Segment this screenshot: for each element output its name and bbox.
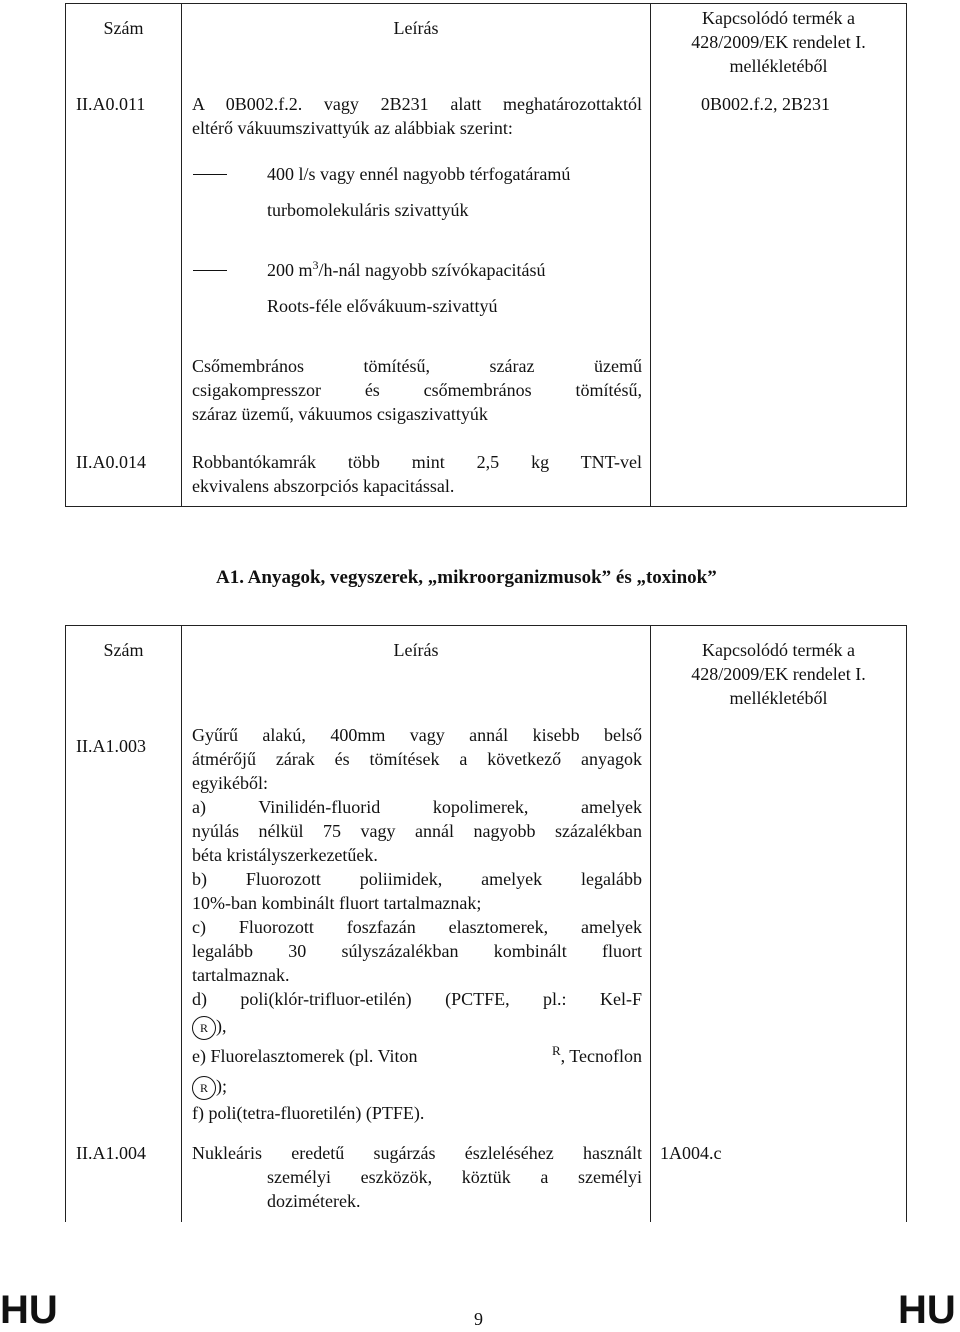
table-1-bottom-border [65, 506, 907, 507]
table-2-row1-description [192, 723, 642, 1125]
t2-line-1: átmérőjű zárak és tömítések a következő anyagok [192, 749, 642, 769]
bullet2-pre: 200 m [267, 260, 313, 280]
table-1-bullet1-line2: turbomolekuláris szivattyúk [267, 200, 469, 220]
table-2-header-related [651, 638, 906, 710]
table-1-bullet2 [267, 258, 545, 318]
t2-line-13 [192, 1041, 642, 1071]
t2-line-10: tartalmaznak. [192, 965, 290, 985]
table-1-bullet2-line1 [267, 258, 545, 282]
table-2-right-border [906, 625, 907, 1222]
table-1-row2-description [192, 450, 642, 498]
table-2-header-related-line2: 428/2009/EK rendelet I. [691, 664, 866, 684]
t2-line-16: f) poli(tetra-fluoretilén) (PTFE). [192, 1103, 425, 1123]
table-2-row2-description [192, 1141, 642, 1213]
table-1-header-related-line1: Kapcsolódó termék a [702, 8, 855, 28]
registered-mark-icon: R [192, 1016, 216, 1040]
t2-line-13b-text: , Tecnoflon [560, 1046, 642, 1066]
table-1-header-related [651, 6, 906, 78]
t2-line-12 [192, 1011, 642, 1041]
table-2-top-border [65, 625, 907, 626]
t2-line-3: a) Vinilidén-fluorid kopolimerek, amelyek [192, 797, 642, 817]
page-number: 9 [474, 1309, 483, 1329]
t2-row2-line1: Nukleáris eredetű sugárzás észleléséhez használt [192, 1143, 642, 1163]
t2-line-15 [192, 1071, 642, 1101]
table-2-row2-related: 1A004.c [660, 1143, 722, 1163]
table-2-header-leiras: Leírás [393, 640, 439, 660]
t2-line-13b [552, 1041, 642, 1071]
footer-lang-left: HU [0, 1288, 58, 1332]
t2-line-11: d) poli(klór-trifluor-etilén) (PCTFE, pl.: Kel-F [192, 989, 642, 1009]
table-2-header-szam: Szám [103, 640, 144, 660]
registered-mark-icon: R [192, 1076, 216, 1100]
t2-line-4: nyúlás nélkül 75 vagy annál nagyobb százalékban [192, 821, 642, 841]
dash-bullet-2 [193, 270, 227, 271]
bullet2-sup: 3 [312, 258, 319, 272]
table-2-row1-number: II.A1.003 [76, 736, 146, 756]
table-1-right-border [906, 3, 907, 507]
table-1-header-related-line2: 428/2009/EK rendelet I. [691, 32, 866, 52]
table-1-left-border [65, 3, 66, 507]
section-title: A1. Anyagok, vegyszerek, „mikroorganizmusok” és „toxinok” [216, 567, 717, 588]
footer-lang-right: HU [898, 1288, 956, 1332]
registered-mark-icon: R [551, 1043, 561, 1058]
table-1-bullet2-line2: Roots-féle elővákuum-szivattyú [267, 296, 498, 316]
table-1-para-line3: száraz üzemű, vákuumos csigaszivattyúk [192, 404, 488, 424]
table-1-row1-related: 0B002.f.2, 2B231 [701, 94, 831, 114]
table-1-header-related-line3: mellékletéből [729, 56, 828, 76]
t2-line-13a: e) Fluorelasztomerek (pl. Viton [192, 1046, 418, 1066]
table-1-row1-number: II.A0.011 [76, 94, 146, 114]
table-1-para-line1: Csőmembrános tömítésű, száraz üzemű [192, 356, 642, 376]
table-1-row1-paragraph [192, 354, 642, 426]
t2-line-15-text: ); [216, 1076, 227, 1096]
table-2-header-related-line1: Kapcsolódó termék a [702, 640, 855, 660]
t2-line-6: b) Fluorozott poliimidek, amelyek legalább [192, 869, 642, 889]
table-1-col-divider-2 [650, 3, 651, 507]
t2-line-8: c) Fluorozott foszfazán elasztomerek, amelyek [192, 917, 642, 937]
table-2-row2-number: II.A1.004 [76, 1143, 146, 1163]
table-1-para-line2: csigakompresszor és csőmembrános tömítésű, [192, 380, 642, 400]
table-1-row2-number: II.A0.014 [76, 452, 146, 472]
t2-line-5: béta kristályszerkezetűek. [192, 845, 378, 865]
table-1-row2-desc-line1: Robbantókamrák több mint 2,5 kg TNT-vel [192, 452, 642, 472]
table-1-top-border [65, 3, 907, 4]
table-1-bullet1 [267, 162, 570, 222]
bullet2-post: /h-nál nagyobb szívókapacitású [318, 260, 546, 280]
table-2-col-divider-1 [181, 625, 182, 1222]
t2-line-2: egyikéből: [192, 773, 268, 793]
t2-row2-line2: személyi eszközök, köztük a személyi [267, 1167, 642, 1187]
table-1-row2-desc-line2: ekvivalens abszorpciós kapacitással. [192, 476, 455, 496]
table-2-col-divider-2 [650, 625, 651, 1222]
table-1-header-szam: Szám [103, 18, 144, 38]
t2-line-0: Gyűrű alakú, 400mm vagy annál kisebb belső [192, 725, 642, 745]
table-1-row1-desc-line1: A 0B002.f.2. vagy 2B231 alatt meghatározottaktól [192, 94, 642, 114]
table-1-bullet1-line1: 400 l/s vagy ennél nagyobb térfogatáramú [267, 164, 571, 184]
t2-line-9: legalább 30 súlyszázalékban kombinált fluort [192, 941, 642, 961]
dash-bullet-1 [193, 174, 227, 175]
table-2-header-related-line3: mellékletéből [729, 688, 828, 708]
t2-line-12-text: ), [216, 1016, 227, 1036]
table-1-col-divider-1 [181, 3, 182, 507]
table-1-row1-desc-line2: eltérő vákuumszivattyúk az alábbiak szerint: [192, 118, 513, 138]
t2-line-7: 10%-ban kombinált fluort tartalmaznak; [192, 893, 482, 913]
table-1-row1-description [192, 92, 642, 140]
table-1-header-leiras: Leírás [393, 18, 439, 38]
t2-row2-line3: doziméterek. [267, 1191, 361, 1211]
table-2-left-border [65, 625, 66, 1222]
